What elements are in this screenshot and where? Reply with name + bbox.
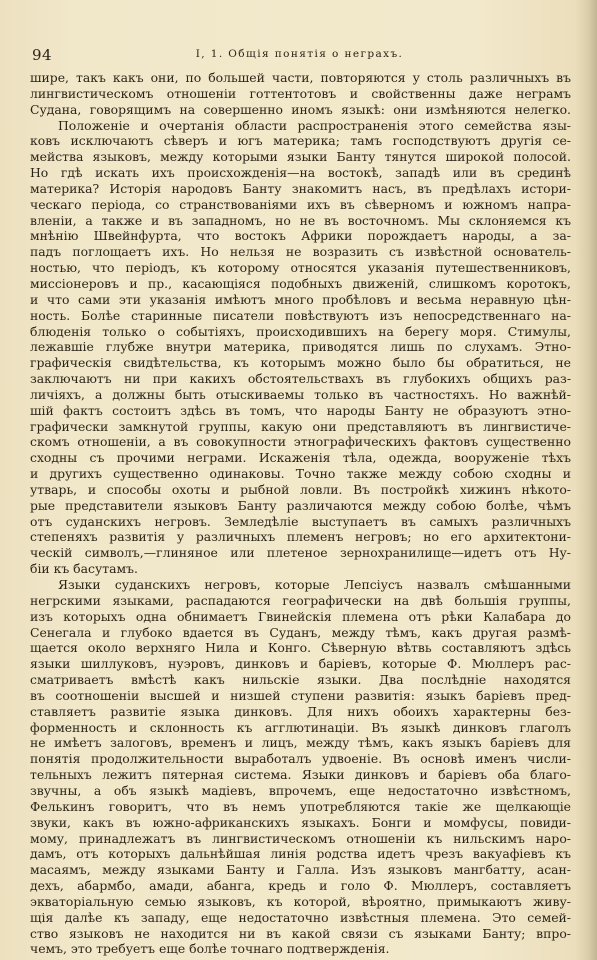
- text-line: ческаго періода, со странствованіями ихъ въ сѣверномъ и южномъ напра-: [30, 196, 571, 212]
- text-line: миссіонеровъ и пр., касающіяся подобныхъ движеній, слишкомъ коротокъ,: [30, 275, 571, 291]
- text-line: звучны, а объ языкѣ мадіевъ, впрочемъ, еще недостаточно извѣстномъ,: [30, 782, 571, 798]
- text-line: сходны съ прочими неграми. Искаженія тѣла, одежда, вооруженіе тѣхъ: [30, 450, 571, 466]
- text-line: изъ которыхъ одна обнимаетъ Гвинейскія племена отъ рѣки Калабара до: [30, 608, 571, 624]
- text-line: тельныхъ лежитъ пятерная система. Языки динковъ и баріевъ оба благо-: [30, 767, 571, 783]
- text-line: понятія продолжительности выработалъ удвоеніе. Въ основѣ именъ числи-: [30, 751, 571, 767]
- text-line: ство языковъ не находится ни въ какой связи съ языками Банту; впро-: [30, 925, 571, 941]
- text-line: Языки суданскихъ негровъ, которые Лепсіусъ назвалъ смѣшанными: [58, 577, 571, 592]
- text-line: Положеніе и очертанія области распространенія этого семейства язы-: [58, 117, 571, 133]
- text-line: сматриваетъ вмѣстѣ какъ нильскіе языки. Два послѣдніе находятся: [30, 672, 571, 688]
- text-line: дамъ, отъ которыхъ дальнѣйшая линія родства идетъ чрезъ вакуафіевъ къ: [30, 846, 571, 862]
- text-line: Фелькинъ говоритъ, что въ немъ употребляются такіе же щелкающіе: [30, 798, 571, 814]
- text-line: ставляетъ развитіе языка динковъ. Для нихъ обоихъ характерны без-: [30, 703, 571, 719]
- text-line: въ соотношеніи высшей и низшей ступени развитія: языкъ баріевъ пред-: [30, 687, 571, 703]
- text-line: ностью, что періодъ, къ которому относятся указанія путешественниковъ,: [30, 260, 571, 276]
- text-line: шире, такъ какъ они, по большей части, повторяются у столь различныхъ въ: [30, 70, 571, 85]
- text-line: Судана, говорящимъ на совершенно иномъ языкѣ: они измѣняются нелегко.: [30, 101, 571, 117]
- text-line: лингвистическомъ отношеніи готтентотовъ и свойственны даже неграмъ: [30, 85, 571, 101]
- text-line: падъ поглощаетъ ихъ. Но нельзя не возразить съ извѣстной основатель-: [30, 244, 571, 260]
- text-line: заключаютъ ни при какихъ обстоятельствахъ въ глубокихъ общихъ раз-: [30, 371, 571, 387]
- text-line: Но гдѣ искать ихъ происхожденія—на востокѣ, западѣ или въ срединѣ: [30, 165, 571, 181]
- text-line: мейства языковъ, между которыми языки Банту тянутся широкой полосой.: [30, 149, 571, 165]
- running-head: I, 1. Общія понятія о неграхъ.: [195, 48, 404, 60]
- body-text: [30, 70, 571, 957]
- text-line: материка? Исторія народовъ Банту знакомитъ насъ, въ предѣлахъ истори-: [30, 180, 571, 196]
- text-line: утварь, и способы охоты и рыбной ловли. Въ постройкѣ хижинъ нѣкото-: [30, 481, 571, 497]
- text-line: личіяхъ, а должны быть отыскиваемы только въ частностяхъ. Но важнѣй-: [30, 386, 571, 402]
- text-line: блюденія только о событіяхъ, происходившихъ на берегу моря. Стимулы,: [30, 323, 571, 339]
- text-line: языки шиллуковъ, нуэровъ, динковъ и баріевъ, которые Ф. Мюллеръ рас-: [30, 656, 571, 672]
- text-line: отъ суданскихъ негровъ. Земледѣліе выступаетъ въ самыхъ различныхъ: [30, 513, 571, 529]
- text-line: степеняхъ развитія у различныхъ племенъ негровъ; но его архитектони-: [30, 529, 571, 545]
- text-line: ность. Болѣе старинные писатели повѣствуютъ изъ непосредственнаго на-: [30, 307, 571, 323]
- text-line: біи къ басутамъ.: [30, 561, 138, 577]
- text-line: мнѣнію Швейнфурта, что востокъ Африки порождаетъ народы, а за-: [30, 228, 571, 244]
- text-line: и что сами эти указанія имѣютъ много пробѣловъ и весьма неравную цѣн-: [30, 291, 571, 307]
- page-number: 94: [32, 46, 53, 64]
- text-line: звуки, какъ въ южно-африканскихъ языкахъ. Бонги и момфусы, повиди-: [30, 814, 571, 830]
- text-line: скомъ отношеніи, а въ совокупности этнографическихъ фактовъ существенно: [30, 434, 571, 450]
- text-line: шій фактъ состоитъ здѣсь въ томъ, что народы Банту не образуютъ этно-: [30, 402, 571, 418]
- text-line: негрскими языками, распадаются географически на двѣ большія группы,: [30, 592, 571, 608]
- text-line: и другихъ существенно одинаковы. Точно также между собою сходны и: [30, 466, 571, 482]
- text-line: графическія свидѣтельства, къ которымъ можно было бы обратиться, не: [30, 355, 571, 371]
- page-header: [30, 46, 569, 66]
- text-line: рые представители языковъ Банту различаются между собою болѣе, чѣмъ: [30, 497, 571, 513]
- text-line: щія далѣе къ западу, еще недостаточно извѣстныя племена. Это семей-: [30, 909, 571, 925]
- text-line: форменность и склонность къ агглютинаціи. Въ языкѣ динковъ глаголъ: [30, 719, 571, 735]
- text-line: щается около верхняго Нила и Конго. Сѣверную вѣтвь составляютъ здѣсь: [30, 640, 571, 656]
- text-line: не имѣетъ залоговъ, временъ и лицъ, между тѣмъ, какъ языкъ баріевъ для: [30, 735, 571, 751]
- text-line: масаямъ, между языками Банту и Галла. Изъ языковъ мангбатту, асан-: [30, 862, 571, 878]
- text-line: чемъ, это требуетъ еще болѣе точнаго подтвержденія.: [30, 941, 390, 957]
- text-line: лежавшіе глубже внутри материка, приводятся лишь по слухамъ. Этно-: [30, 339, 571, 355]
- spine-shadow: [575, 0, 597, 960]
- text-line: мому, принадлежатъ въ лингвистическомъ отношеніи къ нильскимъ наро-: [30, 830, 571, 846]
- text-line: экваторіальную семью языковъ, къ которой, вѣроятно, примыкаютъ живу-: [30, 893, 571, 909]
- text-line: дехъ, абармбо, амади, абанга, кредь и голо Ф. Мюллеръ, составляетъ: [30, 878, 571, 894]
- text-line: ковъ исключаютъ сѣверъ и югъ материка; тамъ господствуютъ другія се-: [30, 133, 571, 149]
- text-line: ческій символъ,—глиняное или плетеное зернохранилище—идетъ отъ Ну-: [30, 545, 571, 561]
- text-line: Сенегала и глубоко вдается въ Суданъ, между тѣмъ, какъ другая размѣ-: [30, 624, 571, 640]
- text-line: графически замкнутой группы, какую они представляютъ въ лингвистиче-: [30, 418, 571, 434]
- text-line: вленіи, а также и въ западномъ, но не въ восточномъ. Мы склоняемся къ: [30, 212, 571, 228]
